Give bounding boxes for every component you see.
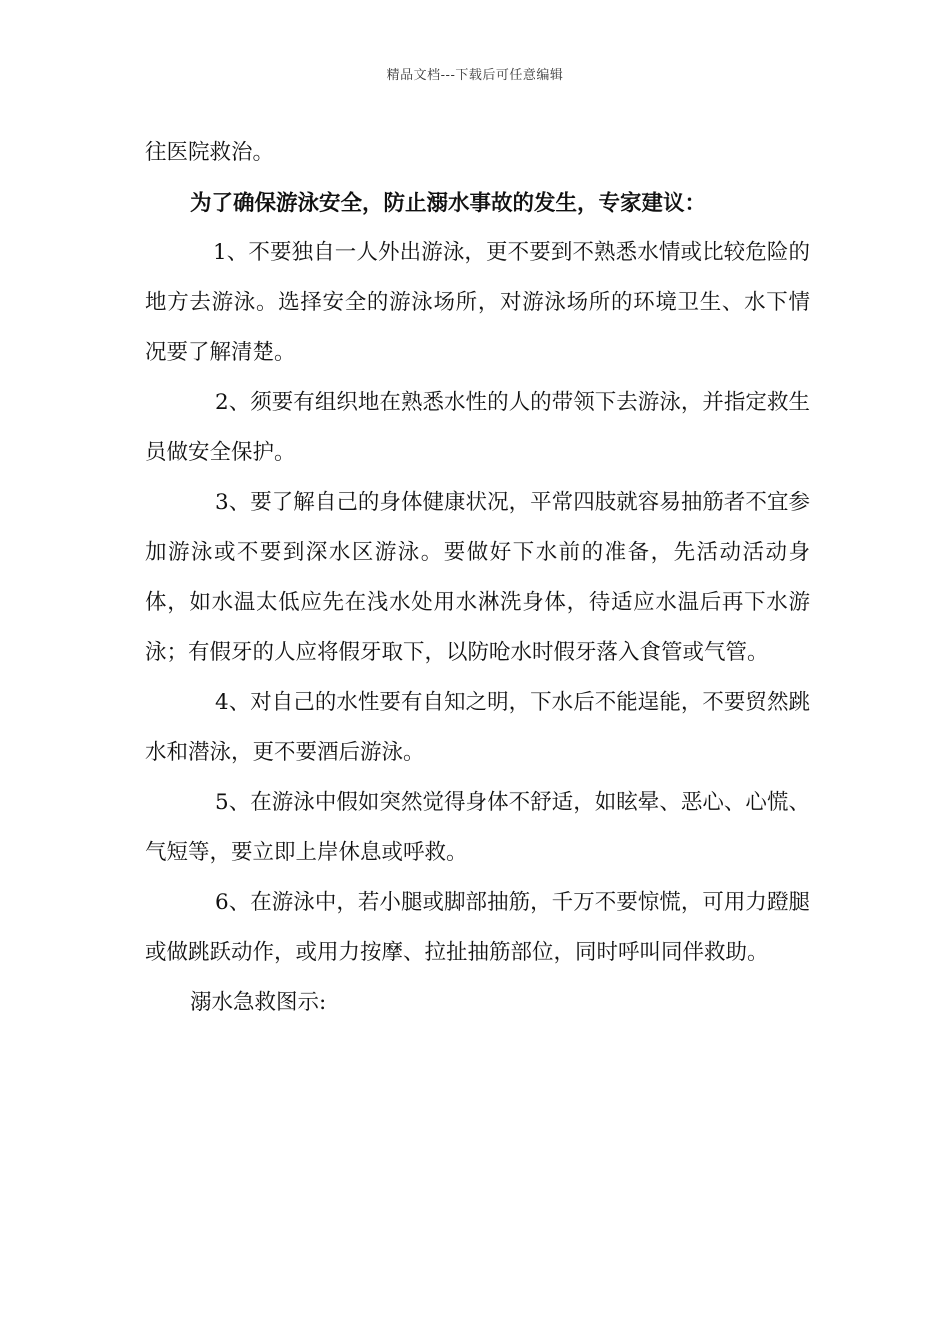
figure-caption: 溺水急救图示: (190, 990, 327, 1015)
document-body (145, 128, 810, 1028)
advice-item-2: 2、须要有组织地在熟悉水性的人的带领下去游泳，并指定救生员做安全保护。 (145, 390, 810, 465)
advice-item-1: 1、不要独自一人外出游泳，更不要到不熟悉水情或比较危险的地方去游泳。选择安全的游泳场所，对游泳场所的环境卫生、水下情况要了解清楚。 (145, 240, 810, 365)
advice-item-4: 4、对自己的水性要有自知之明，下水后不能逞能，不要贸然跳水和潜泳，更不要酒后游泳。 (145, 690, 810, 765)
advice-heading: 为了确保游泳安全，防止溺水事故的发生，专家建议： (190, 191, 707, 216)
advice-item-5: 5、在游泳中假如突然觉得身体不舒适，如眩晕、恶心、心慌、气短等，要立即上岸休息或呼救。 (145, 790, 810, 865)
advice-item-6: 6、在游泳中，若小腿或脚部抽筋，千万不要惊慌，可用力蹬腿或做跳跃动作，或用力按摩、拉扯抽筋部位，同时呼叫同伴救助。 (145, 890, 810, 965)
intro-continuation: 往医院救治。 (145, 140, 275, 165)
advice-item-3: 3、要了解自己的身体健康状况，平常四肢就容易抽筋者不宜参加游泳或不要到深水区游泳。要做好下水前的准备，先活动活动身体，如水温太低应先在浅水处用水淋洗身体，待适应水温后再下水游泳；有假牙的人应将假牙取下，以防呛水时假牙落入食管或气管。 (145, 490, 810, 665)
page-header: 精品文档---下载后可任意编辑 (386, 68, 564, 83)
